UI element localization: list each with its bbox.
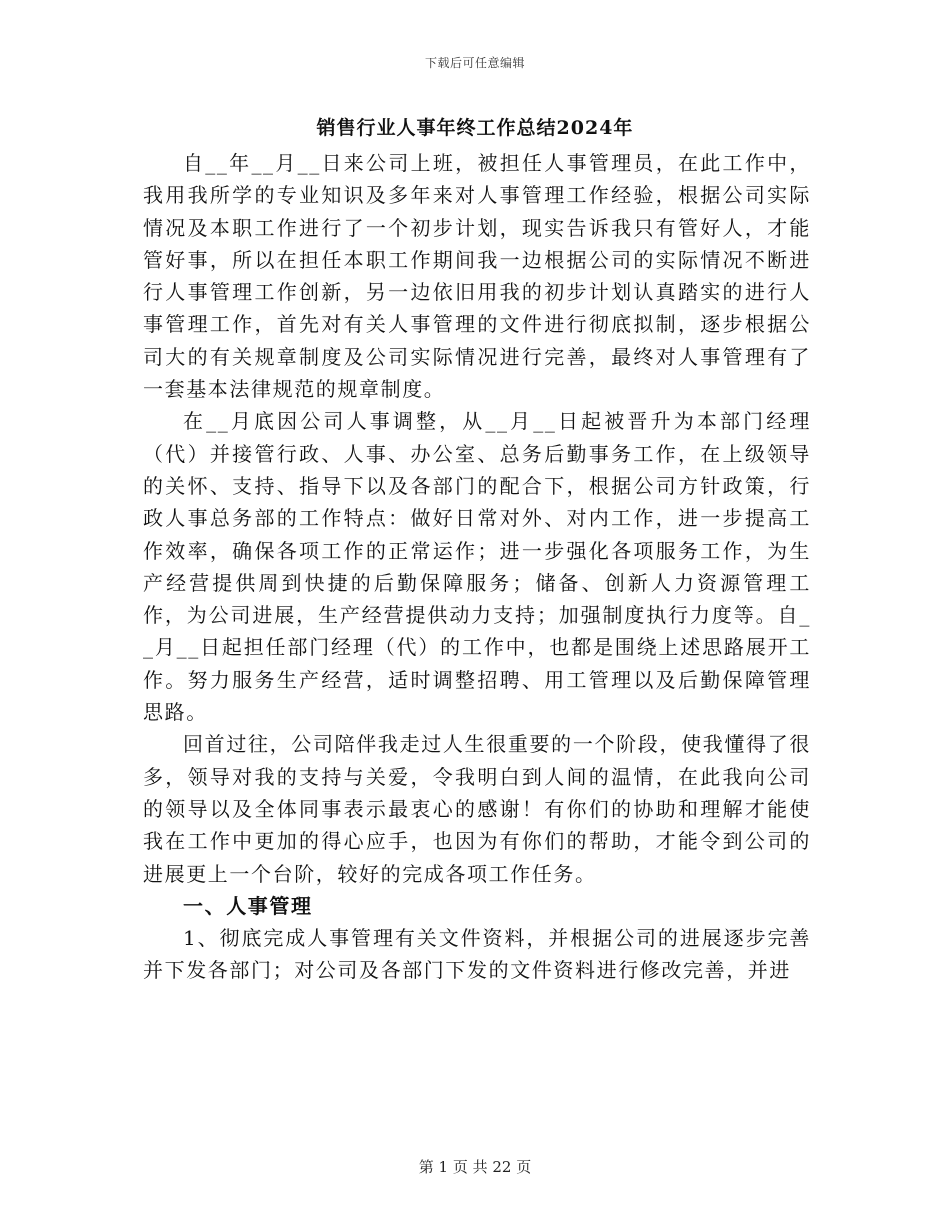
page-number-footer: 第 1 页 共 22 页	[418, 1158, 532, 1176]
paragraph-section-item-1: 1、彻底完成人事管理有关文件资料，并根据公司的进展逐步完善并下发各部门；对公司及各部门下发的文件资料进行修改完善，并进	[143, 926, 811, 983]
paragraph-promotion: 在__月底因公司人事调整，从__月__日起被晋升为本部门经理（代）并接管行政、人事、办公室、总务后勤事务工作，在上级领导的关怀、支持、指导下以及各部门的配合下，根据公司方针政策，行政人事总务部的工作特点：做好日常对外、对内工作，进一步提高工作效率，确保各项工作的正常运作；进一步强化各项服务工作，为生产经营提供周到快捷的后勤保障服务；储备、创新人力资源管理工作，为公司进展，生产经营提供动力支持；加强制度执行力度等。自__月__日起担任部门经理（代）的工作中，也都是围绕上述思路展开工作。努力服务生产经营，适时调整招聘、用工管理以及后勤保障管理思路。	[143, 409, 811, 725]
document-body	[143, 147, 811, 987]
section-heading-personnel: 一、人事管理	[183, 893, 313, 918]
paragraph-intro: 自__年__月__日来公司上班，被担任人事管理员，在此工作中，我用我所学的专业知识及多年来对人事管理工作经验，根据公司实际情况及本职工作进行了一个初步计划，现实告诉我只有管好人，才能管好事，所以在担任本职工作期间我一边根据公司的实际情况不断进行人事管理工作创新，另一边依旧用我的初步计划认真踏实的进行人事管理工作，首先对有关人事管理的文件进行彻底拟制，逐步根据公司大的有关规章制度及公司实际情况进行完善，最终对人事管理有了一套基本法律规范的规章制度。	[143, 151, 811, 402]
document-title: 销售行业人事年终工作总结2024年	[316, 117, 634, 139]
paragraph-gratitude: 回首过往，公司陪伴我走过人生很重要的一个阶段，使我懂得了很多，领导对我的支持与关爱，令我明白到人间的温情，在此我向公司的领导以及全体同事表示最衷心的感谢！有你们的协助和理解才能使我在工作中更加的得心应手，也因为有你们的帮助，才能令到公司的进展更上一个台阶，较好的完成各项工作任务。	[143, 732, 811, 886]
header-note: 下载后可任意编辑	[424, 56, 525, 70]
